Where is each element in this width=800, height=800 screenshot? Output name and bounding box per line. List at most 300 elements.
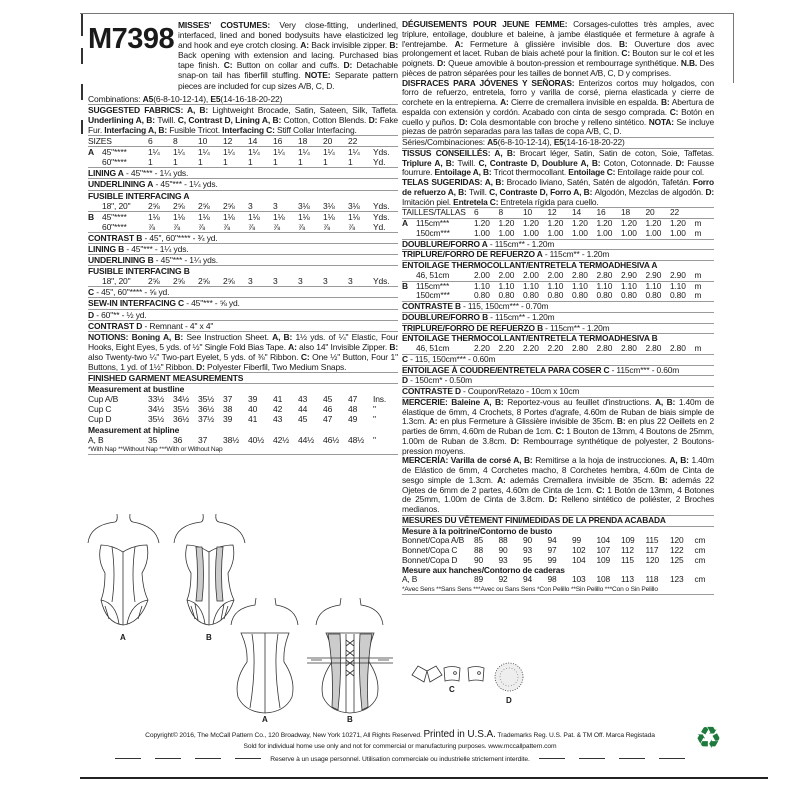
row-value: ⅞ bbox=[348, 221, 355, 232]
text-segment: A: bbox=[500, 97, 511, 107]
text-segment: *With Nap **Without Nap ***With or Without Nap bbox=[88, 445, 223, 453]
row-value: 1 bbox=[323, 157, 328, 168]
row-value: 1.00 bbox=[572, 227, 588, 238]
text-segment: - 115cm** - 1.20m bbox=[542, 322, 610, 333]
text-segment: (14-16-18-20-22) bbox=[220, 93, 283, 104]
row-label: 18", 20" bbox=[102, 200, 131, 211]
table-row bbox=[88, 435, 398, 445]
text-segment: A, B: bbox=[272, 331, 296, 342]
view-d-label: D bbox=[506, 696, 512, 705]
text-block bbox=[88, 191, 398, 201]
text-segment: Cotton, Cotton Blends. bbox=[283, 114, 369, 125]
row-value: 39 bbox=[248, 394, 258, 405]
text-block bbox=[88, 179, 398, 190]
text-segment: *Avec Sens **Sans Sens ***Avec ou Sans Sens *Con Pelillo **Sin Pelillo ***Con o Sin Pelillo bbox=[402, 586, 658, 593]
row-value: 94 bbox=[547, 535, 557, 546]
table-row bbox=[88, 222, 398, 233]
text-segment: D: bbox=[343, 60, 357, 71]
text-segment: A5 bbox=[142, 93, 154, 104]
row-value: 22 bbox=[348, 136, 358, 147]
text-segment: MESURES DU VÊTEMENT FINI/MEDIDAS DE LA PRENDA ACABADA bbox=[402, 514, 666, 525]
row-unit: cm bbox=[694, 574, 706, 585]
row-value: 90 bbox=[498, 545, 508, 555]
row-value: 108 bbox=[596, 574, 611, 585]
row-label: 150cm*** bbox=[416, 290, 450, 301]
row-value: 118 bbox=[645, 574, 659, 585]
text-segment: CONTRAST B bbox=[88, 232, 143, 243]
text-segment: 1.40m de Elástico de 6mm, 4 Corchetes macho, 8 Corchetes hembra, 4.60m de Cinta de sesgo simple de 1.3cm. bbox=[402, 455, 715, 485]
recycle-icon: ♻ bbox=[695, 722, 722, 755]
row-value: 2.20 bbox=[523, 343, 539, 353]
row-unit: m bbox=[694, 218, 702, 228]
text-segment: - 150cm* - 0.50m bbox=[407, 375, 472, 386]
row-unit: Yd. bbox=[373, 221, 386, 232]
row-value: ⅞ bbox=[198, 221, 205, 232]
text-segment: C bbox=[402, 353, 408, 364]
text-segment: UNDERLINING B bbox=[88, 255, 154, 266]
row-value: ⅞ bbox=[298, 221, 305, 232]
text-segment: D: bbox=[510, 435, 524, 446]
row-value: 22 bbox=[670, 207, 680, 218]
text-segment: MERCERÍA: Varilla de corsé A, B: bbox=[402, 455, 536, 466]
text-block bbox=[402, 585, 714, 595]
row-label: 60"**** bbox=[102, 221, 127, 232]
row-unit: Yds. bbox=[373, 147, 390, 158]
text-segment: LINING A bbox=[88, 168, 124, 179]
row-value: 95 bbox=[523, 554, 533, 565]
row-value: 8 bbox=[498, 207, 504, 218]
row-value: 33½ bbox=[148, 394, 165, 405]
text-segment: ENTOILAGE THERMOCOLLANT/ENTRETELA TERMOADHESIVA A bbox=[402, 260, 658, 270]
text-block bbox=[88, 384, 398, 394]
row-value: 1.10 bbox=[621, 280, 637, 291]
row-value: 1¼ bbox=[173, 147, 185, 158]
text-segment: TELAS SUGERIDAS: A, B: bbox=[402, 177, 507, 187]
text-segment: - 115cm** - 1.20m bbox=[542, 249, 610, 260]
text-segment: See Instruction Sheet. bbox=[186, 331, 273, 342]
row-value: 125 bbox=[670, 554, 684, 565]
text-segment: Entretela C: bbox=[453, 196, 501, 207]
text-segment: TRIPLURE/FORRO DE REFUERZO B bbox=[402, 322, 543, 333]
row-value: 1 bbox=[148, 157, 153, 168]
text-segment: además Cremallera invisible de 35cm. bbox=[509, 474, 660, 485]
pattern-description bbox=[178, 20, 398, 91]
row-label: Cup D bbox=[88, 414, 112, 425]
row-value: 104 bbox=[596, 535, 611, 546]
row-value: 89 bbox=[474, 574, 484, 585]
row-value: 3⅛ bbox=[298, 200, 310, 211]
row-value: 6 bbox=[148, 136, 153, 147]
text-segment: FUSIBLE INTERFACING B bbox=[88, 266, 190, 277]
row-value: 1¼ bbox=[273, 147, 285, 158]
row-value: 1.00 bbox=[523, 227, 539, 238]
row-value: 41 bbox=[273, 394, 283, 405]
text-block bbox=[88, 445, 398, 455]
text-segment: A5 bbox=[487, 137, 498, 147]
crop-mark bbox=[81, 48, 83, 64]
row-value: 44½ bbox=[298, 434, 315, 445]
text-segment: NOTA: bbox=[648, 116, 677, 127]
text-block bbox=[88, 332, 398, 373]
text-segment: 1 Bouton de 13mm, 4 Boutons de 25mm, 1.00m de Ruban de 3.8cm. bbox=[402, 426, 714, 446]
row-value: 14 bbox=[248, 136, 258, 147]
row-value: 1.10 bbox=[596, 280, 613, 291]
text-segment: A: bbox=[454, 38, 470, 49]
text-segment: (6-8-10-12-14), bbox=[497, 137, 554, 147]
text-segment: C: bbox=[223, 60, 237, 71]
row-unit: Yds. bbox=[373, 200, 390, 211]
row-value: 16 bbox=[273, 136, 283, 147]
text-segment: - 45"*** - 1¼ yds. bbox=[123, 168, 189, 179]
row-value: 0.80 bbox=[572, 290, 588, 301]
row-value: 109 bbox=[621, 535, 635, 546]
text-segment: Back invisible zipper. bbox=[311, 40, 390, 51]
printed-in-text: Printed in U.S.A. bbox=[423, 729, 496, 740]
text-segment: Imitación piel. bbox=[402, 196, 454, 207]
row-value: 2⅝ bbox=[173, 276, 185, 287]
table-row bbox=[88, 414, 398, 424]
text-segment: NOTE: bbox=[304, 70, 335, 81]
row-value: 104 bbox=[572, 554, 586, 565]
row-value: 1 bbox=[273, 157, 278, 168]
text-segment: LINING B bbox=[88, 243, 125, 254]
text-block bbox=[402, 20, 714, 79]
row-value: 93 bbox=[498, 554, 508, 565]
row-unit: m bbox=[694, 280, 702, 291]
row-unit: m bbox=[694, 227, 702, 238]
text-segment: also 14" Invisible Zipper. bbox=[299, 341, 390, 352]
text-segment: D: bbox=[548, 494, 562, 505]
text-segment: - Coupon/Retazo - 10cm x 10cm bbox=[460, 386, 580, 396]
row-value: 113 bbox=[621, 574, 634, 585]
text-segment: DOUBLURE/FORRO B bbox=[402, 311, 488, 322]
text-segment: - 60"** - ½ yd. bbox=[94, 309, 147, 320]
row-unit: Ins. bbox=[373, 394, 387, 405]
row-value: 0.80 bbox=[523, 290, 539, 301]
text-block bbox=[88, 310, 398, 321]
row-value: ⅞ bbox=[248, 221, 255, 232]
row-letter bbox=[88, 276, 102, 286]
row-value: 2.00 bbox=[474, 269, 490, 280]
row-value: ⅞ bbox=[323, 221, 330, 232]
row-value: 1.20 bbox=[498, 218, 515, 228]
row-value: 0.80 bbox=[670, 290, 686, 301]
text-block bbox=[88, 244, 398, 255]
row-value: 115 bbox=[621, 554, 634, 565]
text-segment: D: bbox=[675, 157, 688, 168]
row-value: 34½ bbox=[148, 404, 165, 415]
text-segment: Stiff Collar Interfacing. bbox=[277, 124, 357, 135]
text-segment: además 22 Ojetes de 6mm de 2 partes, 4.60m de Cinta de 1cm. bbox=[402, 474, 715, 495]
row-unit: " bbox=[373, 434, 376, 445]
text-segment: D: bbox=[196, 362, 208, 372]
row-value: 0.80 bbox=[474, 290, 490, 301]
text-segment: - 45"*** - 1¼ yds. bbox=[153, 255, 218, 266]
text-segment: Fake Fur. bbox=[88, 114, 398, 135]
row-value: 45 bbox=[298, 414, 308, 425]
text-segment: NOTIONS: Boning A, B: bbox=[88, 331, 187, 342]
text-segment: Separate pattern pieces are included for cup sizes A/B, C, D. bbox=[178, 70, 398, 91]
row-label: A, B bbox=[88, 434, 104, 445]
row-value: 115 bbox=[645, 535, 659, 546]
row-value: 41 bbox=[248, 414, 258, 425]
row-value: 1⅛ bbox=[323, 211, 335, 222]
row-value: 1 bbox=[298, 157, 303, 168]
text-segment: D bbox=[88, 309, 94, 320]
row-letter bbox=[88, 201, 102, 211]
row-value: 2.80 bbox=[621, 343, 637, 353]
row-value: 2⅝ bbox=[173, 200, 185, 211]
row-value: 2.00 bbox=[547, 269, 564, 280]
row-value: 3 bbox=[323, 276, 328, 287]
row-label: 115cm*** bbox=[416, 280, 450, 291]
row-value: 42½ bbox=[273, 434, 290, 445]
row-value: 1.10 bbox=[523, 280, 539, 291]
row-value: 1.20 bbox=[621, 218, 637, 228]
row-value: 43 bbox=[298, 394, 308, 405]
row-value: 1¼ bbox=[223, 147, 235, 158]
table-row bbox=[88, 212, 398, 222]
text-segment: ENTOILAGE THERMOCOLLANT/ENTRETELA TERMOADHESIVA B bbox=[402, 333, 658, 344]
row-value: 1.20 bbox=[572, 218, 588, 228]
text-segment: CONTRASTE D bbox=[402, 386, 461, 396]
row-value: 38 bbox=[223, 404, 233, 415]
table-row bbox=[88, 201, 398, 212]
text-segment: Measurement at bustline bbox=[88, 384, 185, 395]
row-value: ⅞ bbox=[223, 221, 230, 232]
row-value: 1.00 bbox=[498, 227, 515, 238]
row-value: 35½ bbox=[198, 394, 215, 405]
text-segment: Rembourrage synthétique de polyester, 2 Boutons-pression moyens. bbox=[402, 435, 714, 456]
row-label: 45"**** bbox=[102, 147, 127, 158]
row-value: 97 bbox=[547, 545, 557, 555]
copyright-line bbox=[80, 729, 720, 740]
text-segment: - 115cm** - 1.20m bbox=[488, 311, 555, 322]
row-label: Cup A/B bbox=[88, 394, 119, 405]
row-value: 12 bbox=[547, 207, 557, 218]
pattern-number: M7398 bbox=[88, 23, 175, 55]
row-label: Bonnet/Copa D bbox=[402, 554, 458, 565]
row-value: 1.10 bbox=[498, 280, 515, 291]
text-segment: A: bbox=[428, 416, 440, 427]
row-value: 1⅛ bbox=[298, 211, 310, 222]
row-value: 3 bbox=[248, 200, 253, 211]
row-value: 1¼ bbox=[348, 147, 360, 158]
row-value: 37 bbox=[223, 394, 233, 405]
row-value: 1.10 bbox=[474, 280, 490, 291]
table-row bbox=[88, 276, 398, 287]
text-segment: Ouverture dos avec prolongement et lacet. Ruban de biais acheté pour la finition. bbox=[402, 38, 715, 59]
text-segment: Forro de refuerzo A, B: bbox=[402, 177, 714, 197]
text-segment: MISSES' COSTUMES: bbox=[178, 20, 280, 30]
row-value: 45 bbox=[323, 394, 333, 405]
row-value: 2⅝ bbox=[148, 200, 160, 211]
text-segment: D: bbox=[705, 186, 715, 197]
row-value: 1 bbox=[223, 157, 228, 168]
row-value: 0.80 bbox=[621, 290, 637, 301]
text-segment: TISSUS CONSEILLÉS: A, B: bbox=[402, 147, 520, 158]
text-segment: N.B. bbox=[680, 58, 700, 68]
text-segment: 1 Botón de 13mm, 4 Botones de 25mm, 1.00m de Cinta de 3.8cm. bbox=[402, 484, 714, 505]
text-block bbox=[402, 149, 714, 178]
row-label: Bonnet/Copa A/B bbox=[402, 535, 465, 546]
row-value: 1¼ bbox=[323, 147, 335, 158]
text-block bbox=[402, 566, 714, 576]
row-label: Bonnet/Copa C bbox=[402, 545, 458, 555]
text-segment: ENTOILAGE À COUDRE/ENTRETELA PARA COSER C bbox=[402, 364, 610, 375]
row-value: 99 bbox=[547, 554, 557, 565]
row-value: 117 bbox=[645, 545, 659, 555]
text-segment: B: bbox=[659, 474, 672, 485]
text-segment: - 45"*** - 1¼ yds. bbox=[153, 179, 218, 190]
text-segment: Enterizos cortos muy holgados, con forro de refuerzo, entretela, forro y varilla de corsé, pierna elasticada y cierre de corchete en la entrepierna. bbox=[402, 77, 714, 107]
row-label: 45"**** bbox=[102, 211, 127, 222]
row-value: 1⅛ bbox=[148, 211, 160, 222]
text-block bbox=[88, 321, 398, 332]
row-label: 60"**** bbox=[102, 157, 127, 168]
text-segment: Twill. bbox=[469, 186, 490, 197]
text-segment: 1.40m de élastique de 6mm, 4 Crochets, 8 Portes d'agrafe, 4.60m de Ruban de biais simple de 1.3cm. bbox=[402, 396, 714, 427]
text-segment: (14-16-18-20-22) bbox=[563, 137, 625, 147]
english-column bbox=[88, 20, 398, 455]
row-unit: " bbox=[373, 404, 376, 415]
row-value: 103 bbox=[572, 574, 586, 585]
pattern-header bbox=[88, 20, 398, 91]
row-value: 2.20 bbox=[498, 343, 515, 353]
row-value: 1⅛ bbox=[273, 211, 285, 222]
english-yardage bbox=[88, 94, 398, 455]
text-segment: E5 bbox=[553, 137, 564, 147]
row-value: 1.20 bbox=[474, 218, 490, 228]
text-block bbox=[88, 266, 398, 276]
row-value: 35½ bbox=[148, 414, 165, 425]
row-value: 36½ bbox=[198, 404, 215, 415]
back-view-a-drawing bbox=[231, 598, 298, 713]
text-segment: - Remnant - 4" x 4" bbox=[142, 320, 214, 331]
row-unit: " bbox=[373, 414, 376, 425]
text-segment: C: bbox=[596, 484, 608, 495]
row-value: 47 bbox=[348, 394, 358, 405]
text-segment: Combinations: bbox=[88, 93, 143, 104]
row-value: 2.90 bbox=[621, 269, 637, 280]
text-segment: Back opening with extension and lacing. Purchased bias tape finish. bbox=[178, 50, 398, 71]
row-value: 1.10 bbox=[572, 280, 588, 291]
row-value: 2.90 bbox=[645, 269, 662, 280]
row-value: 36½ bbox=[173, 414, 190, 425]
text-segment: Abertura de espalda con extensión y cordón. Acabado con cinta de sesgo comprada. bbox=[402, 97, 715, 117]
row-letter: A bbox=[88, 147, 94, 158]
trademark-text: Trademarks Reg. U.S. Pat. & TM Off. Marca Registada bbox=[497, 732, 655, 739]
copyright-text: Copyright© 2016, The McCall Pattern Co., 120 Broadway, New York 10271, All Rights Reserved. bbox=[145, 732, 422, 739]
row-value: 20 bbox=[645, 207, 655, 218]
reserve-line bbox=[80, 756, 720, 763]
front-view-a-drawing bbox=[88, 514, 159, 625]
row-value: 1⅛ bbox=[223, 211, 235, 222]
row-value: 10 bbox=[523, 207, 533, 218]
text-segment: D: bbox=[459, 116, 471, 127]
text-segment: Queue amovible à bouton-pression et rembourrage synthétique. bbox=[448, 58, 681, 68]
text-segment: TRIPLURE/FORRO DE REFUERZO A bbox=[402, 249, 543, 260]
text-block bbox=[88, 168, 398, 179]
row-value: 16 bbox=[596, 207, 606, 218]
row-label: 46, 51cm bbox=[416, 343, 450, 353]
text-segment: Reportez-vous au feuillet d'instructions. bbox=[507, 396, 655, 407]
row-value: 37 bbox=[198, 434, 208, 445]
row-value: 0.80 bbox=[645, 290, 662, 301]
row-value: 2.00 bbox=[498, 269, 515, 280]
text-segment: B: bbox=[660, 97, 672, 107]
text-segment: A, B: bbox=[654, 396, 679, 407]
row-letter bbox=[402, 344, 416, 354]
view-c-label: C bbox=[449, 685, 455, 694]
row-value: 39 bbox=[223, 414, 233, 425]
row-value: 1.10 bbox=[645, 280, 662, 291]
row-value: 34½ bbox=[173, 394, 190, 405]
text-segment: C bbox=[88, 287, 94, 298]
row-letter: B bbox=[402, 280, 408, 291]
text-segment: - 45"*** - ⅝ yd. bbox=[184, 298, 240, 309]
row-unit: cm bbox=[694, 535, 706, 546]
text-block bbox=[402, 398, 714, 457]
text-segment: Algodón, Mezclas de algodón. bbox=[594, 186, 706, 197]
table-row bbox=[88, 136, 398, 147]
row-value: 47 bbox=[323, 414, 333, 425]
text-segment: Twill. bbox=[157, 114, 178, 125]
row-unit: m bbox=[694, 269, 702, 280]
text-block bbox=[88, 233, 398, 244]
text-segment: - 45", 60"**** - ⅝ yd. bbox=[94, 287, 170, 298]
row-letter bbox=[402, 229, 416, 239]
text-segment: One ½" Button, Four 1" Buttons, 1 yd. of 1½" Ribbon. bbox=[88, 351, 399, 372]
row-unit bbox=[695, 208, 709, 218]
row-value: 6 bbox=[474, 207, 479, 218]
row-unit: Yds. bbox=[373, 276, 390, 287]
text-segment: SEW-IN INTERFACING C bbox=[88, 298, 184, 309]
text-segment: Entoilage C: bbox=[568, 167, 618, 178]
row-letter bbox=[88, 222, 102, 232]
row-value: 1 bbox=[348, 157, 353, 168]
text-segment: 1½ yds. of ¼" Elastic, Four Hooks, Eight Eyes, 5 yds. of ½" Single Fold Bias Tape. bbox=[88, 331, 399, 352]
text-segment: C, Contraste D, Forro A, B: bbox=[489, 186, 595, 197]
front-a-label: A bbox=[120, 633, 126, 642]
row-letter bbox=[402, 291, 416, 301]
row-value: 1.00 bbox=[547, 227, 564, 238]
row-value: 46 bbox=[323, 404, 333, 415]
text-segment: SUGGESTED FABRICS: A, B: bbox=[88, 104, 213, 115]
table-row bbox=[88, 147, 398, 157]
text-segment: Mesure à la poitrine/Contorno de busto bbox=[402, 525, 553, 536]
front-view-b-drawing bbox=[174, 514, 245, 625]
row-value: 2.80 bbox=[572, 343, 588, 353]
row-value: 1 bbox=[198, 157, 203, 168]
text-block bbox=[88, 287, 398, 298]
row-value: 90 bbox=[474, 554, 484, 565]
text-segment: Polyester Fiberfil, Two Medium Snaps. bbox=[207, 362, 347, 372]
row-value: 2.80 bbox=[670, 343, 686, 353]
text-segment: DISFRACES PARA JÓVENES Y SEÑORAS: bbox=[402, 77, 579, 88]
row-label: SIZES bbox=[88, 136, 112, 147]
text-segment: CONTRAST D bbox=[88, 320, 143, 331]
row-value: 1.20 bbox=[645, 218, 662, 228]
text-segment: also Twenty-two ¼" Two-part Eyelet, 5 yds. of ⅜" Ribbon. bbox=[88, 351, 301, 362]
row-unit: cm bbox=[694, 545, 706, 555]
text-segment: Entoilage raide pour col. bbox=[617, 167, 705, 178]
table-row bbox=[88, 394, 398, 404]
cut-line bbox=[80, 777, 768, 779]
row-unit: cm bbox=[694, 554, 706, 565]
row-value: 8 bbox=[173, 136, 178, 147]
table-row bbox=[88, 157, 398, 168]
